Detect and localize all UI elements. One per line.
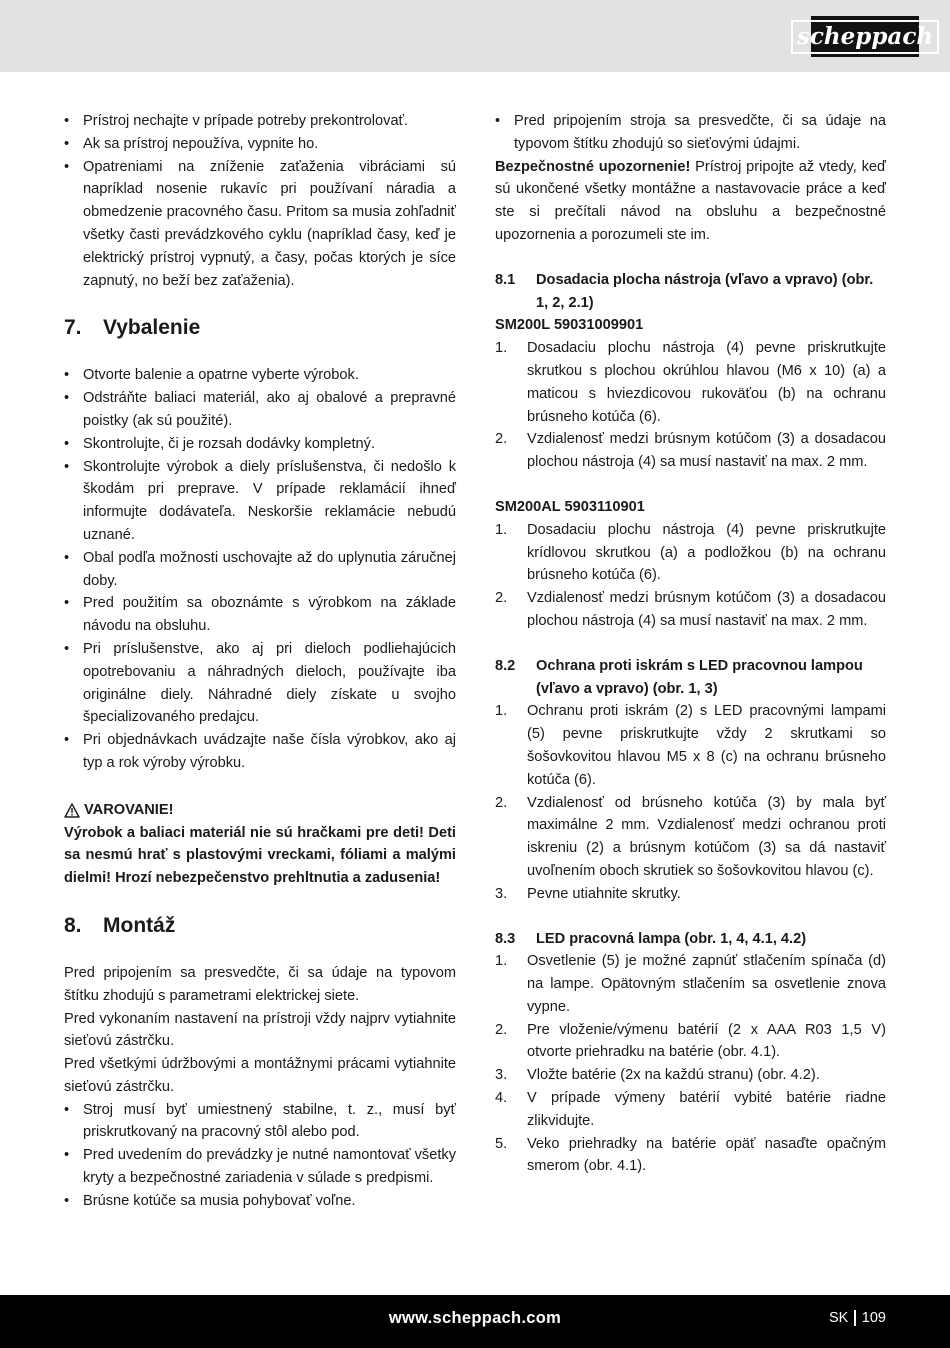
item-text: Veko priehradky na batérie opäť nasaďte opačným smerom (obr. 4.1). xyxy=(527,1135,886,1175)
paragraph: Pred pripojením sa presvedčte, či sa údaje na typovom štítku zhodujú s parametrami elektrickej siete. xyxy=(64,964,456,1004)
section-8-3-heading xyxy=(495,928,886,951)
section-title: Ochrana proti iskrám s LED pracovnou lampou (vľavo a vpravo) (obr. 1, 3) xyxy=(536,657,863,697)
paragraph: Pred vykonaním nastavení na prístroji vždy najprv vytiahnite sieťovú zástrčku. xyxy=(64,1010,456,1050)
section-7-heading xyxy=(64,314,456,342)
item-text: Osvetlenie (5) je možné zapnúť stlačením spínača (d) na lampe. Opätovným stlačením sa osvetlenie znova vypne. xyxy=(527,953,886,1015)
item-text: Dosadaciu plochu nástroja (4) pevne priskrutkujte krídlovou skrutkou (a) a podložkou (b) na ochranu brúsneho kotúča (6). xyxy=(527,521,886,584)
list-item xyxy=(495,1019,886,1065)
list-item: • Obal podľa možnosti uschovajte až do uplynutia záručnej doby. xyxy=(64,547,456,593)
safety-note xyxy=(495,156,886,247)
section-8-1-heading xyxy=(495,269,886,315)
item-number: 2. xyxy=(495,431,508,448)
list-item: • Otvorte balenie a opatrne vyberte výrobok. xyxy=(64,364,456,387)
section-8-2-heading xyxy=(495,655,886,701)
list-item xyxy=(495,1133,886,1179)
list-item xyxy=(495,587,886,633)
section-number: 8.2 xyxy=(495,657,516,674)
warning-text: Výrobok a baliaci materiál nie sú hračkami pre deti! Deti sa nesmú hrať s plastovými vreckami, fóliami a malými dielmi! Hrozí nebezpečenstvo prehltnutia a zadusenia! xyxy=(64,824,456,887)
header-band xyxy=(0,0,950,72)
item-text: V prípade výmeny batérií vybité batérie riadne zlikvidujte. xyxy=(527,1090,886,1129)
section-number: 8. xyxy=(64,913,82,937)
divider xyxy=(854,1310,856,1326)
section-title: Dosadacia plocha nástroja (vľavo a vpravo) (obr. 1, 2, 2.1) xyxy=(536,271,874,311)
list-item xyxy=(495,519,886,587)
paragraph: Pred všetkými údržbovými a montážnymi prácami vytiahnite sieťovú zástrčku. xyxy=(64,1056,456,1095)
footer-band xyxy=(0,1295,950,1348)
item-text: Ochranu proti iskrám (2) s LED pracovnými lampami (5) pevne priskrutkujte vždy 2 skrutkami so šošovkovitou hlavou M5 x 8 (c) na ochranu brúsneho kotúča (6). xyxy=(527,703,886,788)
list-item: • Pri objednávkach uvádzajte naše čísla výrobkov, ako aj typ a rok výroby výrobku. xyxy=(64,729,456,775)
page-number: 109 xyxy=(861,1310,886,1326)
item-number: 4. xyxy=(495,1090,508,1107)
item-number: 5. xyxy=(495,1135,508,1152)
list-item: • Pred použitím sa oboznámte s výrobkom na základe návodu na obsluhu. xyxy=(64,592,456,638)
section-number: 8.3 xyxy=(495,930,516,947)
item-text: Vzdialenosť medzi brúsnym kotúčom (3) a dosadacou plochou nástroja (4) sa musí nastaviť na max. 2 mm. xyxy=(527,431,886,471)
list-item: • Stroj musí byť umiestnený stabilne, t. z., musí byť priskrutkovaný na pracovný stôl alebo pod. xyxy=(64,1099,456,1145)
list-item: • Prístroj nechajte v prípade potreby prekontrolovať. xyxy=(64,110,456,133)
item-text: Vzdialenosť od brúsneho kotúča (3) by mala byť maximálne 2 mm. Vzdialenosť medzi ochranou proti iskreniu (2) a brúsnym kotúčom (3) sa dá nastaviť uvoľnením oboch skrutiek so šošovkovitou hlavou (c). xyxy=(527,794,886,879)
page-indicator xyxy=(829,1310,886,1326)
list-item: • Pri príslušenstve, ako aj pri dieloch podliehajúcich opotrebovaniu a náhradných dieloch, používajte iba originálne diely. Náhradné diely získate u svojho špecializovaného predajcu. xyxy=(64,638,456,729)
list-item xyxy=(495,883,886,906)
list-item xyxy=(495,792,886,883)
item-text: Vložte batérie (2x na každú stranu) (obr. 4.2). xyxy=(527,1067,820,1084)
list-item: • Pred uvedením do prevádzky je nutné namontovať všetky kryty a bezpečnostné zariadenia v súlade s predpismi. xyxy=(64,1144,456,1190)
section-title: Montáž xyxy=(103,913,176,937)
section-8-heading xyxy=(64,912,456,940)
scheppach-logo xyxy=(796,16,934,57)
list-item xyxy=(495,428,886,474)
warning-label: VAROVANIE! xyxy=(84,801,174,818)
item-text: Dosadaciu plochu nástroja (4) pevne priskrutkujte skrutkou s plochou okrúhlou hlavou (M6 x 10) (a) a maticou s hviezdicovou rukoväťou (b) na ochranu brúsneho kotúča (6). xyxy=(527,340,886,425)
section-title: LED pracovná lampa (obr. 1, 4, 4.1, 4.2) xyxy=(536,930,807,947)
list-item xyxy=(495,950,886,1018)
item-number: 2. xyxy=(495,590,508,607)
item-number: 3. xyxy=(495,1067,508,1084)
section-number: 7. xyxy=(64,316,82,340)
safety-text: Prístroj pripojte až vtedy, keď sú ukončené všetky montážne a nastavovacie práce a keď ste si prečítali návod na obsluhu a bezpečnostné upozornenia a porozumeli ste im. xyxy=(495,158,886,243)
item-number: 1. xyxy=(495,521,508,538)
model-heading: SM200L 59031009901 xyxy=(495,317,644,334)
section-number: 8.1 xyxy=(495,271,516,288)
warning-heading xyxy=(64,799,456,822)
warning-triangle-icon xyxy=(64,803,80,818)
list-item: • Skontrolujte, či je rozsah dodávky kompletný. xyxy=(64,433,456,456)
safety-label: Bezpečnostné upozornenie! xyxy=(495,158,691,175)
list-item: • Pred pripojením stroja sa presvedčte, či sa údaje na typovom štítku zhodujú so sieťovými údajmi. xyxy=(495,110,886,156)
section-title: Vybalenie xyxy=(103,316,201,340)
item-text: Pre vloženie/výmenu batérií (2 x AAA R03 1,5 V) otvorte priehradku na batérie (obr. 4.1). xyxy=(527,1021,886,1061)
left-column xyxy=(64,110,456,1213)
list-item xyxy=(495,1064,886,1087)
item-number: 3. xyxy=(495,885,508,902)
list-item: • Skontrolujte výrobok a diely príslušenstva, či nedošlo k škodám pri preprave. V prípade reklamácií ihneď informujte dodávateľa. Neskoršie reklamácie nebudú uznané. xyxy=(64,456,456,547)
list-item xyxy=(495,1087,886,1133)
language-code: SK xyxy=(828,1310,849,1326)
item-text: Pevne utiahnite skrutky. xyxy=(527,885,681,902)
item-number: 1. xyxy=(495,703,508,720)
right-column xyxy=(495,110,886,1178)
list-item: • Opatreniami na zníženie zaťaženia vibráciami sú napríklad nosenie rukavíc pri používaní náradia a obmedzenie pracovného času. Pritom sa musia zohľadniť všetky časti prevádzkového cyklu (napríklad časy, keď je elektrický prístroj vypnutý, a časy, počas ktorých je síce zapnutý, no beží bez zaťaženia). xyxy=(64,156,456,293)
item-number: 2. xyxy=(495,794,508,811)
footer-url[interactable]: www.scheppach.com xyxy=(388,1309,562,1327)
item-number: 2. xyxy=(495,1021,508,1038)
model-heading: SM200AL 5903110901 xyxy=(495,498,645,515)
item-number: 1. xyxy=(495,953,508,970)
list-item: • Brúsne kotúče sa musia pohybovať voľne. xyxy=(64,1190,456,1213)
list-item xyxy=(495,700,886,791)
list-item xyxy=(495,337,886,428)
item-text: Vzdialenosť medzi brúsnym kotúčom (3) a dosadacou plochou nástroja (4) sa musí nastaviť na max. 2 mm. xyxy=(527,590,886,629)
list-item: • Ak sa prístroj nepoužíva, vypnite ho. xyxy=(64,133,456,156)
item-number: 1. xyxy=(495,340,508,357)
list-item: • Odstráňte baliaci materiál, ako aj obalové a prepravné poistky (ak sú použité). xyxy=(64,387,456,433)
logo-text: scheppach xyxy=(791,20,939,54)
